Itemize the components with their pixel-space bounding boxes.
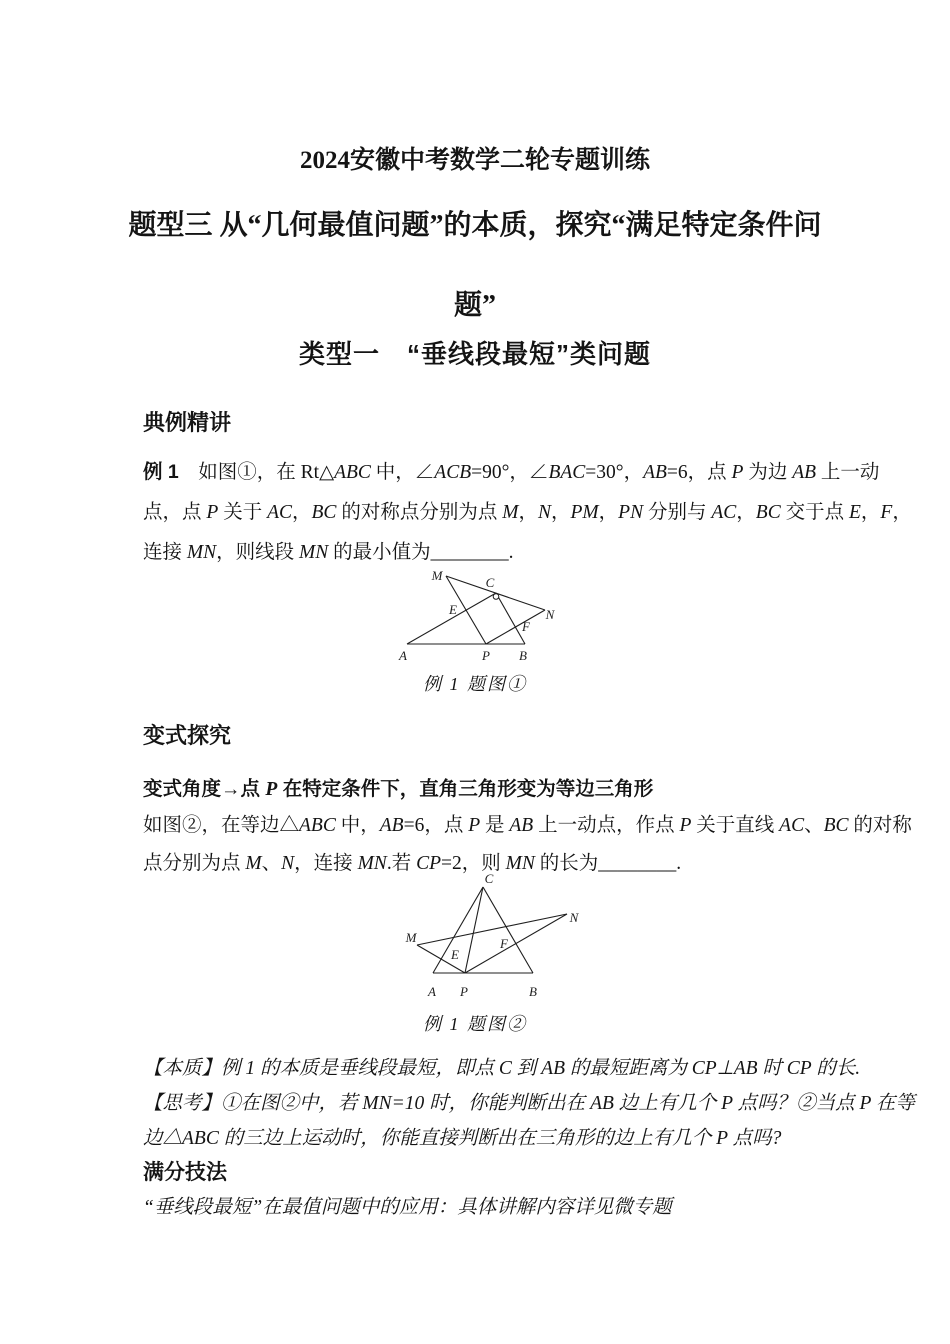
figure-segment-AC [407,593,496,644]
figure-label-P: P [482,648,490,663]
example1-line-1-text: 如图①，在 Rt△ABC 中，∠ACB=90°，∠BAC=30°，AB=6，点 P 为边 AB 上一动 [198,462,880,483]
variation-line-1: 如图②，在等边△ABC 中，AB=6，点 P 是 AB 上一动点，作点 P 关于直线 AC、BC 的对称 [143,815,912,836]
figure-label-P: P [460,984,468,999]
figure-label-M: M [405,930,417,945]
think-note-line-1: 【思考】①在图②中，若 MN=10 时，你能判断出在 AB 边上有几个 P 点吗？②当点 P 在等 [143,1093,915,1114]
example1-line-3: 连接 MN，则线段 MN 的最小值为________. [143,542,514,563]
think-note-line-2: 边△ABC 的三边上运动时，你能直接判断出在三角形的边上有几个 P 点吗? [143,1128,782,1149]
figure-label-C: C [484,872,494,886]
figure-label-M: M [431,568,443,583]
figure-label-B: B [519,648,527,663]
doc-title: 2024安徽中考数学二轮专题训练 [299,147,650,174]
figure-segment-CP [465,887,483,973]
doc-subtitle-line-2: 题” [453,290,496,321]
figure-label-F: F [522,619,530,634]
figure-label-A: A [399,648,407,663]
example1-line-2: 点，点 P 关于 AC，BC 的对称点分别为点 M，N，PM，PN 分别与 AC，BC 交于点 E，F， [143,502,912,523]
section-heading-example: 典例精讲 [143,410,232,435]
section-heading-technique: 满分技法 [143,1161,227,1184]
figure-label-E: E [451,947,459,962]
example1-figure-caption: 例 1 题图① [423,674,527,694]
figure-segment-PN [486,610,545,644]
variation-angle-line: 变式角度→点 P 在特定条件下，直角三角形变为等边三角形 [143,778,654,800]
technique-line: “垂线段最短”在最值问题中的应用：具体讲解内容详见微专题 [143,1197,672,1218]
example1-figure [393,556,563,668]
figure-label-C: C [485,575,495,590]
figure-label-A: A [428,984,436,999]
figure-label-E: E [449,602,457,617]
variation-figure [400,872,585,1000]
example1-label: 例 1 [143,461,199,483]
doc-subtitle-line-1: 题型三 从“几何最值问题”的本质，探究“满足特定条件问 [128,210,822,241]
section-heading-variation: 变式探究 [143,723,232,748]
variation-line-2: 点分别为点 M、N，连接 MN.若 CP=2，则 MN 的长为________. [143,853,682,874]
figure-segment-MN [446,576,545,610]
figure-label-B: B [529,984,537,999]
figure-label-N: N [545,607,555,622]
figure-label-F: F [500,936,508,951]
figure-segment-MN [417,914,567,945]
figure-point-marker [493,594,499,600]
example1-line-1 [143,456,879,484]
type-heading: 类型一 “垂线段最短”类问题 [298,339,651,369]
essence-note: 【本质】例 1 的本质是垂线段最短，即点 C 到 AB 的最短距离为 CP⊥AB 时 CP 的长. [143,1058,861,1079]
figure-label-N: N [569,910,579,925]
variation-figure-caption: 例 1 题图② [423,1014,527,1034]
figure-segment-PN [465,914,567,973]
